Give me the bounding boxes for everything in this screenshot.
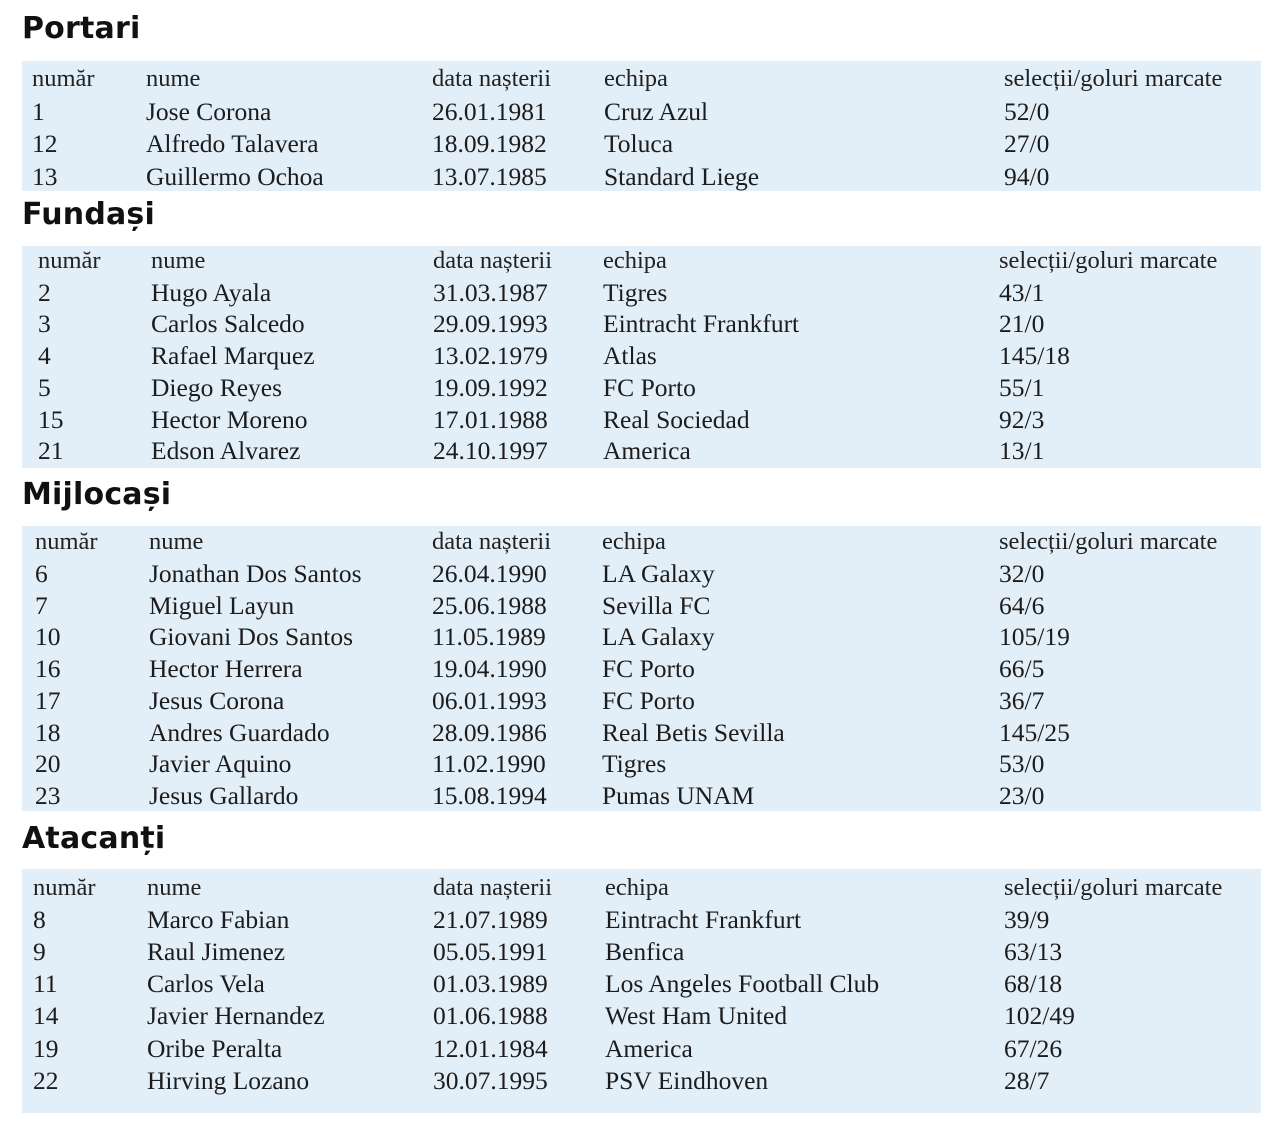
cell-selectii-goluri: 102/49 [1004,1001,1075,1031]
table-row [22,590,1261,622]
table-row [22,1033,1261,1065]
cell-numar: 9 [33,937,46,967]
cell-selectii-goluri: 145/18 [999,341,1070,371]
cell-selectii-goluri: 145/25 [999,717,1070,747]
cell-numar: 22 [33,1065,59,1095]
column-header-data-nasterii: data nașterii [432,65,552,92]
cell-data-nasterii: 01.03.1989 [433,969,548,999]
cell-nume: Hugo Ayala [151,277,272,307]
cell-data-nasterii: 17.01.1988 [433,404,548,434]
table-header-row [22,526,1261,558]
cell-nume: Hirving Lozano [147,1065,310,1095]
column-header-nume: nume [149,528,204,555]
cell-selectii-goluri: 43/1 [999,277,1045,307]
table-header-row [22,63,1261,95]
column-header-nume: nume [151,247,206,274]
column-header-nume: nume [147,874,202,901]
cell-selectii-goluri: 21/0 [999,309,1045,339]
column-header-data-nasterii: data nașterii [432,528,552,555]
cell-selectii-goluri: 28/7 [1004,1065,1050,1095]
column-header-numar: număr [38,247,101,274]
table-row [22,161,1261,193]
cell-selectii-goluri: 105/19 [999,622,1070,652]
column-header-selectii-goluri: selecții/goluri marcate [999,247,1218,274]
cell-data-nasterii: 26.01.1981 [432,96,547,126]
cell-data-nasterii: 28.09.1986 [432,717,547,747]
cell-selectii-goluri: 32/0 [999,558,1045,588]
section-table [22,61,1261,191]
cell-selectii-goluri: 92/3 [999,404,1045,434]
cell-nume: Jesus Corona [149,685,285,715]
section-title: Portari [22,11,141,46]
section-table [22,246,1261,468]
cell-numar: 16 [35,654,61,684]
cell-numar: 18 [35,717,61,747]
cell-selectii-goluri: 64/6 [999,590,1045,620]
cell-nume: Raul Jimenez [147,937,286,967]
cell-nume: Marco Fabian [147,905,290,935]
cell-echipa: Eintracht Frankfurt [603,309,800,339]
cell-nume: Jesus Gallardo [149,781,299,811]
column-header-numar: număr [32,65,95,92]
cell-data-nasterii: 25.06.1988 [432,590,547,620]
cell-nume: Edson Alvarez [151,436,301,466]
column-header-selectii-goluri: selecții/goluri marcate [999,528,1218,555]
cell-numar: 8 [33,905,46,935]
cell-numar: 5 [38,372,51,402]
column-header-selectii-goluri: selecții/goluri marcate [1004,65,1223,92]
table-row [22,621,1261,653]
cell-data-nasterii: 12.01.1984 [433,1033,548,1063]
cell-data-nasterii: 01.06.1988 [433,1001,548,1031]
cell-numar: 15 [38,404,64,434]
column-header-data-nasterii: data nașterii [433,247,553,274]
cell-numar: 20 [35,749,61,779]
cell-data-nasterii: 18.09.1982 [432,129,547,158]
table-row [22,308,1261,340]
cell-echipa: Real Sociedad [603,404,750,434]
cell-selectii-goluri: 23/0 [999,781,1045,811]
table-row [22,780,1261,812]
cell-numar: 21 [38,436,64,466]
cell-numar: 2 [38,277,51,307]
column-header-numar: număr [35,528,98,555]
table-row [22,904,1261,936]
cell-echipa: Tigres [602,749,667,779]
cell-selectii-goluri: 13/1 [999,436,1045,466]
cell-data-nasterii: 19.09.1992 [433,372,548,402]
cell-nume: Rafael Marquez [151,341,315,371]
cell-selectii-goluri: 68/18 [1004,969,1063,999]
cell-nume: Andres Guardado [149,717,330,747]
cell-echipa: West Ham United [605,1001,788,1031]
column-header-nume: nume [146,65,201,92]
cell-echipa: Tigres [603,277,668,307]
cell-echipa: Los Angeles Football Club [605,969,880,999]
cell-numar: 12 [32,129,58,158]
cell-echipa: LA Galaxy [602,622,715,652]
cell-selectii-goluri: 63/13 [1004,937,1063,967]
cell-echipa: Atlas [603,341,657,371]
table-row [22,372,1261,404]
cell-numar: 6 [35,558,48,588]
section-table [22,869,1261,1113]
table-row [22,748,1261,780]
table-row [22,128,1261,160]
cell-data-nasterii: 13.07.1985 [432,161,547,191]
column-header-echipa: echipa [602,528,666,555]
cell-selectii-goluri: 39/9 [1004,905,1050,935]
cell-data-nasterii: 26.04.1990 [432,558,547,588]
cell-echipa: Cruz Azul [604,96,709,126]
cell-numar: 14 [33,1001,59,1031]
cell-data-nasterii: 05.05.1991 [433,937,548,967]
cell-data-nasterii: 24.10.1997 [433,436,548,466]
table-row [22,968,1261,1000]
table-row [22,435,1261,467]
table-row [22,1065,1261,1097]
cell-selectii-goluri: 67/26 [1004,1033,1063,1063]
cell-selectii-goluri: 94/0 [1004,161,1050,191]
column-header-echipa: echipa [604,65,668,92]
cell-echipa: Standard Liege [604,161,760,191]
table-row [22,404,1261,436]
section-title: Atacanți [22,821,166,856]
table-header-row [22,245,1261,277]
cell-selectii-goluri: 66/5 [999,654,1045,684]
cell-nume: Jonathan Dos Santos [149,558,362,588]
cell-echipa: FC Porto [603,372,696,402]
cell-data-nasterii: 29.09.1993 [433,309,548,339]
column-header-selectii-goluri: selecții/goluri marcate [1004,874,1223,901]
cell-nume: Guillermo Ochoa [146,161,324,191]
cell-echipa: America [605,1033,693,1063]
cell-numar: 3 [38,309,51,339]
cell-echipa: Sevilla FC [602,590,711,620]
cell-echipa: Pumas UNAM [602,781,755,811]
cell-selectii-goluri: 36/7 [999,685,1045,715]
column-header-numar: număr [33,874,96,901]
cell-echipa: America [603,436,691,466]
cell-numar: 17 [35,685,61,715]
cell-nume: Javier Hernandez [147,1001,325,1031]
cell-data-nasterii: 21.07.1989 [433,905,548,935]
cell-selectii-goluri: 52/0 [1004,96,1050,126]
table-row [22,96,1261,128]
cell-echipa: Eintracht Frankfurt [605,905,802,935]
section-title: Mijlocași [22,477,172,512]
cell-data-nasterii: 11.02.1990 [432,749,546,779]
cell-numar: 23 [35,781,61,811]
table-row [22,653,1261,685]
table-header-row [22,872,1261,904]
table-row [22,685,1261,717]
column-header-echipa: echipa [605,874,669,901]
cell-echipa: Benfica [605,937,685,967]
cell-nume: Miguel Layun [149,590,295,620]
cell-echipa: FC Porto [602,685,695,715]
cell-echipa: FC Porto [602,654,695,684]
cell-data-nasterii: 13.02.1979 [433,341,548,371]
cell-selectii-goluri: 53/0 [999,749,1045,779]
column-header-echipa: echipa [603,247,667,274]
cell-data-nasterii: 06.01.1993 [432,685,547,715]
cell-nume: Jose Corona [146,96,272,126]
cell-nume: Hector Herrera [149,654,303,684]
cell-nume: Alfredo Talavera [146,129,319,158]
cell-numar: 7 [35,590,48,620]
cell-echipa: Real Betis Sevilla [602,717,785,747]
cell-echipa: Toluca [604,129,674,158]
cell-data-nasterii: 11.05.1989 [432,622,546,652]
cell-nume: Hector Moreno [151,404,308,434]
cell-selectii-goluri: 55/1 [999,372,1045,402]
cell-numar: 13 [32,161,58,191]
table-row [22,936,1261,968]
cell-nume: Carlos Salcedo [151,309,305,339]
cell-selectii-goluri: 27/0 [1004,129,1050,158]
cell-nume: Giovani Dos Santos [149,622,353,652]
table-row [22,717,1261,749]
section-title: Fundași [22,197,155,232]
cell-numar: 19 [33,1033,59,1063]
cell-data-nasterii: 30.07.1995 [433,1065,548,1095]
cell-nume: Carlos Vela [147,969,265,999]
cell-echipa: LA Galaxy [602,558,715,588]
cell-numar: 11 [33,969,58,999]
cell-numar: 10 [35,622,61,652]
cell-nume: Oribe Peralta [147,1033,283,1063]
cell-data-nasterii: 15.08.1994 [432,781,547,811]
cell-echipa: PSV Eindhoven [605,1065,769,1095]
cell-numar: 1 [32,96,45,126]
cell-nume: Diego Reyes [151,372,283,402]
table-row [22,1000,1261,1032]
cell-nume: Javier Aquino [149,749,292,779]
cell-data-nasterii: 19.04.1990 [432,654,547,684]
table-row [22,277,1261,309]
column-header-data-nasterii: data nașterii [433,874,553,901]
table-row [22,558,1261,590]
table-row [22,340,1261,372]
section-table [22,526,1261,811]
cell-numar: 4 [38,341,51,371]
cell-data-nasterii: 31.03.1987 [433,277,548,307]
